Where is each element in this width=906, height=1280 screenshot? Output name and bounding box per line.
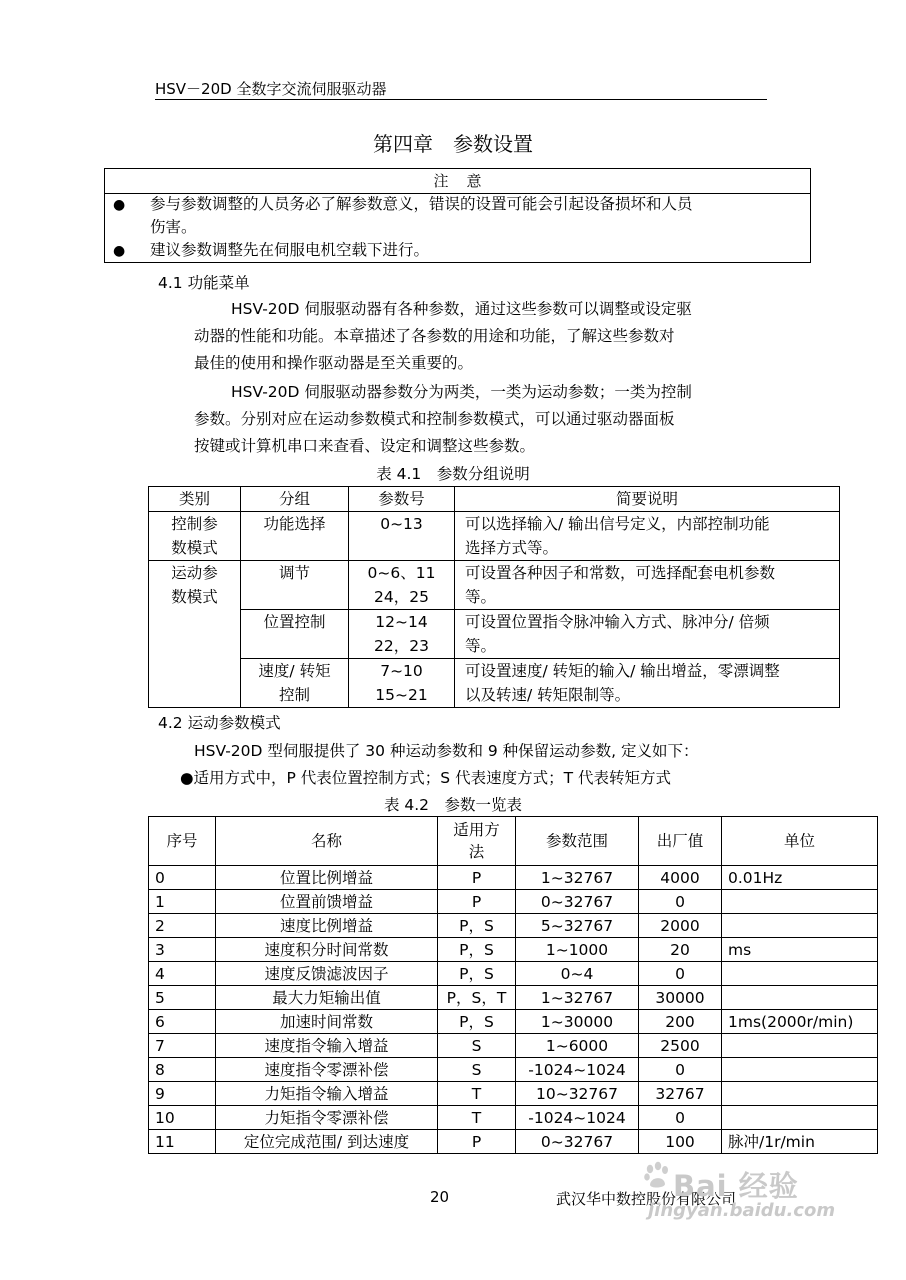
index-cell: 1 xyxy=(149,890,216,914)
para2-line3: 按键或计算机串口来查看、设定和调整这些参数。 xyxy=(194,437,536,455)
unit-cell: 1ms(2000r/min) xyxy=(722,1010,878,1034)
index-cell: 9 xyxy=(149,1082,216,1106)
desc-cell: 可以选择输入/ 输出信号定义，内部控制功能 选择方式等。 xyxy=(455,512,840,561)
desc-cell: 可设置各种因子和常数，可选择配套电机参数 等。 xyxy=(455,561,840,610)
index-cell: 3 xyxy=(149,938,216,962)
notice-item-1-line2: 伤害。 xyxy=(150,218,197,236)
name-cell: 速度反馈滤波因子 xyxy=(216,962,438,986)
unit-cell xyxy=(722,1106,878,1130)
mode-cell: P，S xyxy=(438,1010,516,1034)
table2-caption: 表 4.2 参数一览表 xyxy=(383,796,523,814)
para1-line2: 动器的性能和功能。本章描述了各参数的用途和功能，了解这些参数对 xyxy=(194,327,675,345)
default-cell: 0 xyxy=(639,962,722,986)
col-header: 简要说明 xyxy=(455,487,840,512)
default-cell: 30000 xyxy=(639,986,722,1010)
category-cell: 运动参 数模式 xyxy=(149,561,241,708)
params-cell: 0~6、11 24，25 xyxy=(349,561,455,610)
unit-cell: 脉冲/1r/min xyxy=(722,1130,878,1154)
col-header: 适用方 法 xyxy=(438,817,516,866)
index-cell: 11 xyxy=(149,1130,216,1154)
section-4-1-heading: 4.1 功能菜单 xyxy=(158,274,250,292)
unit-cell: 0.01Hz xyxy=(722,866,878,890)
col-header: 名称 xyxy=(216,817,438,866)
para2-line1: HSV-20D 伺服驱动器参数分为两类，一类为运动参数；一类为控制 xyxy=(231,383,692,401)
table-header-row xyxy=(149,487,840,512)
range-cell: 5~32767 xyxy=(516,914,639,938)
range-cell: -1024~1024 xyxy=(516,1106,639,1130)
table-row xyxy=(149,561,840,610)
range-cell: 1~30000 xyxy=(516,1010,639,1034)
unit-cell xyxy=(722,890,878,914)
table-row xyxy=(149,986,878,1010)
index-cell: 2 xyxy=(149,914,216,938)
range-cell: 1~1000 xyxy=(516,938,639,962)
range-cell: 10~32767 xyxy=(516,1082,639,1106)
category-cell: 控制参 数模式 xyxy=(149,512,241,561)
notice-box xyxy=(104,168,811,263)
group-cell: 功能选择 xyxy=(241,512,349,561)
default-cell: 200 xyxy=(639,1010,722,1034)
company-name: 武汉华中数控股份有限公司 xyxy=(556,1190,737,1208)
group-cell: 位置控制 xyxy=(241,610,349,659)
name-cell: 速度比例增益 xyxy=(216,914,438,938)
name-cell: 速度指令零漂补偿 xyxy=(216,1058,438,1082)
index-cell: 6 xyxy=(149,1010,216,1034)
col-header: 出厂值 xyxy=(639,817,722,866)
name-cell: 位置前馈增益 xyxy=(216,890,438,914)
table-row xyxy=(149,962,878,986)
index-cell: 5 xyxy=(149,986,216,1010)
range-cell: 1~6000 xyxy=(516,1034,639,1058)
notice-heading: 注意 xyxy=(105,169,810,194)
col-header: 参数号 xyxy=(349,487,455,512)
mode-cell: S xyxy=(438,1058,516,1082)
para2-line2: 参数。分别对应在运动参数模式和控制参数模式，可以通过驱动器面板 xyxy=(194,410,675,428)
unit-cell xyxy=(722,962,878,986)
default-cell: 20 xyxy=(639,938,722,962)
bullet-icon: ● xyxy=(113,243,126,259)
mode-cell: P，S xyxy=(438,938,516,962)
range-cell: 0~32767 xyxy=(516,1130,639,1154)
chapter-title: 第四章 参数设置 xyxy=(373,132,533,156)
para1-line3: 最佳的使用和操作驱动器是至关重要的。 xyxy=(194,354,474,372)
bullet-icon: ● xyxy=(113,197,126,213)
notice-item-1-line1: 参与参数调整的人员务必了解参数意义，错误的设置可能会引起设备损坏和人员 xyxy=(150,195,693,213)
page-number: 20 xyxy=(430,1188,450,1206)
name-cell: 定位完成范围/ 到达速度 xyxy=(216,1130,438,1154)
range-cell: -1024~1024 xyxy=(516,1058,639,1082)
range-cell: 0~4 xyxy=(516,962,639,986)
table-row xyxy=(149,512,840,561)
section-4-2-intro: HSV-20D 型伺服提供了 30 种运动参数和 9 种保留运动参数, 定义如下： xyxy=(194,742,699,760)
default-cell: 100 xyxy=(639,1130,722,1154)
index-cell: 4 xyxy=(149,962,216,986)
params-cell: 12~14 22，23 xyxy=(349,610,455,659)
table-row xyxy=(149,1106,878,1130)
section-4-2-heading: 4.2 运动参数模式 xyxy=(158,714,281,732)
name-cell: 速度指令输入增益 xyxy=(216,1034,438,1058)
desc-cell: 可设置速度/ 转矩的输入/ 输出增益，零漂调整 以及转速/ 转矩限制等。 xyxy=(455,659,840,708)
unit-cell xyxy=(722,986,878,1010)
index-cell: 7 xyxy=(149,1034,216,1058)
running-header: HSV－20D 全数字交流伺服驱动器 xyxy=(155,80,387,98)
name-cell: 力矩指令零漂补偿 xyxy=(216,1106,438,1130)
default-cell: 0 xyxy=(639,890,722,914)
default-cell: 32767 xyxy=(639,1082,722,1106)
col-header: 单位 xyxy=(722,817,878,866)
unit-cell xyxy=(722,1058,878,1082)
params-cell: 7~10 15~21 xyxy=(349,659,455,708)
table-row xyxy=(149,1034,878,1058)
paw-icon xyxy=(642,1160,672,1190)
default-cell: 2000 xyxy=(639,914,722,938)
default-cell: 0 xyxy=(639,1106,722,1130)
unit-cell xyxy=(722,1082,878,1106)
header-rule xyxy=(155,99,767,100)
table1-caption: 表 4.1 参数分组说明 xyxy=(376,465,530,483)
section-4-2-bullet: ●适用方式中，P 代表位置控制方式；S 代表速度方式；T 代表转矩方式 xyxy=(180,769,671,787)
name-cell: 加速时间常数 xyxy=(216,1010,438,1034)
unit-cell xyxy=(722,914,878,938)
parameter-list-table xyxy=(148,816,878,1154)
mode-cell: S xyxy=(438,1034,516,1058)
watermark-brand: Bai 经验 xyxy=(673,1169,799,1203)
mode-cell: P xyxy=(438,866,516,890)
unit-cell: ms xyxy=(722,938,878,962)
table-row xyxy=(149,1010,878,1034)
range-cell: 1~32767 xyxy=(516,866,639,890)
col-header: 类别 xyxy=(149,487,241,512)
group-cell: 调节 xyxy=(241,561,349,610)
mode-cell: T xyxy=(438,1106,516,1130)
mode-cell: P，S，T xyxy=(438,986,516,1010)
default-cell: 0 xyxy=(639,1058,722,1082)
name-cell: 位置比例增益 xyxy=(216,866,438,890)
mode-cell: P xyxy=(438,890,516,914)
name-cell: 速度积分时间常数 xyxy=(216,938,438,962)
table-row xyxy=(149,866,878,890)
table-row xyxy=(149,610,840,659)
default-cell: 2500 xyxy=(639,1034,722,1058)
table-row xyxy=(149,890,878,914)
index-cell: 10 xyxy=(149,1106,216,1130)
name-cell: 力矩指令输入增益 xyxy=(216,1082,438,1106)
notice-item-2: 建议参数调整先在伺服电机空载下进行。 xyxy=(150,241,430,259)
table-row xyxy=(149,1130,878,1154)
mode-cell: P，S xyxy=(438,962,516,986)
watermark-url: jingyan.baidu.com xyxy=(648,1200,836,1221)
col-header: 序号 xyxy=(149,817,216,866)
col-header: 参数范围 xyxy=(516,817,639,866)
unit-cell xyxy=(722,1034,878,1058)
default-cell: 4000 xyxy=(639,866,722,890)
table-row xyxy=(149,938,878,962)
params-cell: 0~13 xyxy=(349,512,455,561)
table-header-row xyxy=(149,817,878,866)
desc-cell: 可设置位置指令脉冲输入方式、脉冲分/ 倍频 等。 xyxy=(455,610,840,659)
group-cell: 速度/ 转矩 控制 xyxy=(241,659,349,708)
table-row xyxy=(149,659,840,708)
range-cell: 1~32767 xyxy=(516,986,639,1010)
col-header: 分组 xyxy=(241,487,349,512)
range-cell: 0~32767 xyxy=(516,890,639,914)
index-cell: 0 xyxy=(149,866,216,890)
table-row xyxy=(149,914,878,938)
name-cell: 最大力矩输出值 xyxy=(216,986,438,1010)
parameter-group-table xyxy=(148,486,840,708)
para1-line1: HSV-20D 伺服驱动器有各种参数，通过这些参数可以调整或设定驱 xyxy=(231,300,692,318)
table-row xyxy=(149,1058,878,1082)
table-row xyxy=(149,1082,878,1106)
mode-cell: P，S xyxy=(438,914,516,938)
index-cell: 8 xyxy=(149,1058,216,1082)
mode-cell: T xyxy=(438,1082,516,1106)
mode-cell: P xyxy=(438,1130,516,1154)
